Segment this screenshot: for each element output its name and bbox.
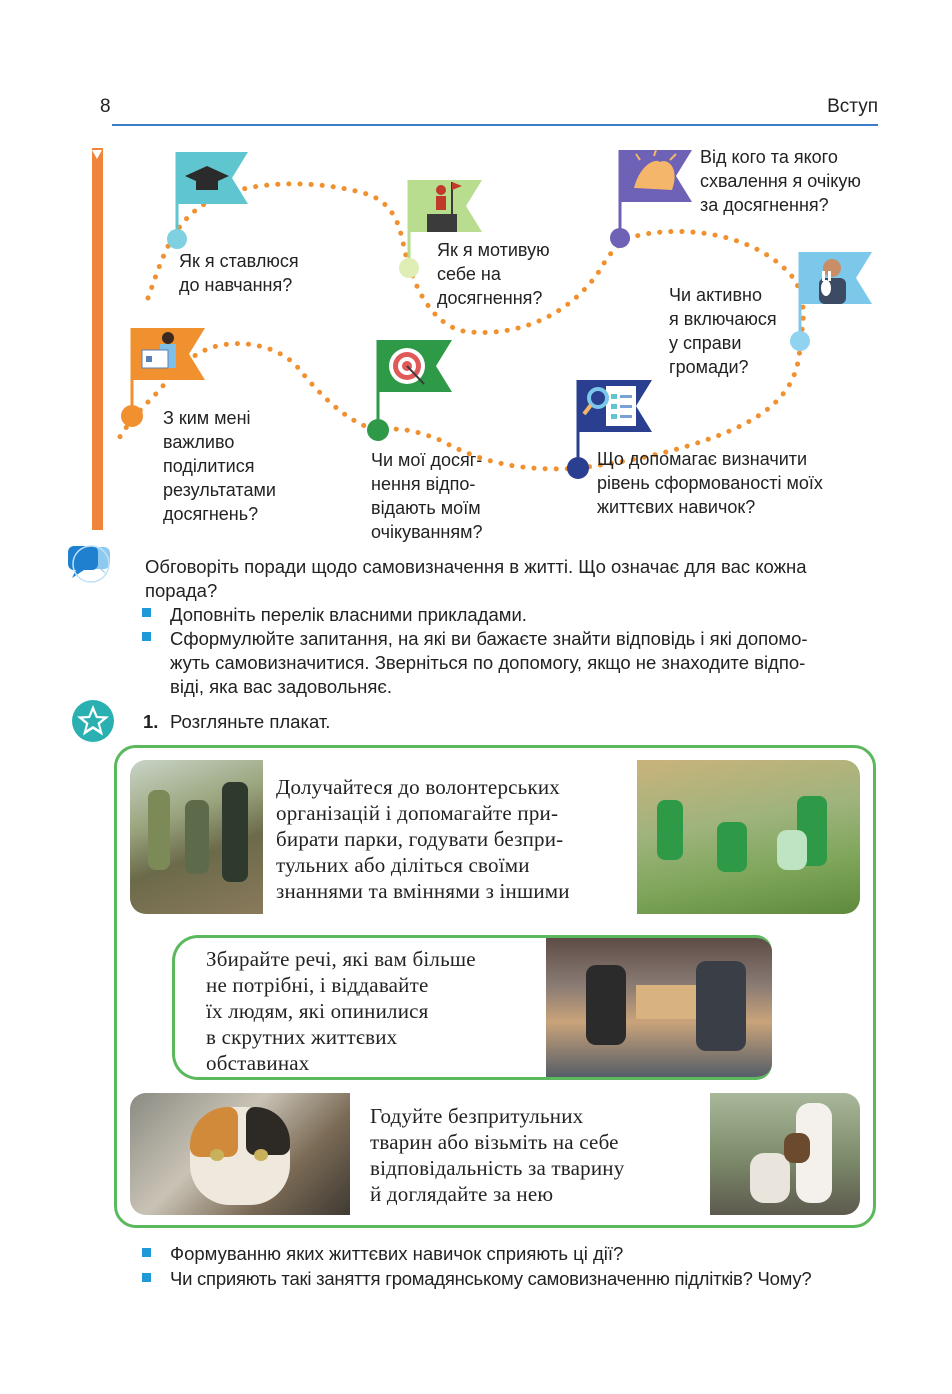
star-task-icon — [69, 697, 117, 745]
photo-girls-with-dog — [710, 1093, 860, 1215]
poster-card-animals — [130, 1093, 860, 1215]
bullet-marker — [142, 1248, 151, 1257]
bullet-marker — [142, 1273, 151, 1282]
bullet-marker — [142, 632, 151, 641]
question-life-skills: Формуванню яких життєвих навичок сприяють ці дії? — [170, 1243, 624, 1264]
discussion-intro: Обговоріть поради щодо самовизначення в житті. Що означає для вас кожна порада? — [145, 556, 807, 601]
question-motivation: Як я мотивую себе на досягнення? — [437, 240, 550, 308]
card-animals-text: Годуйте безпритульних тварин або візьміть на себе відповідальність за тварину й доглядайте за нею — [370, 1104, 625, 1206]
question-approval: Від кого та якого схвалення я очікую за досягнення? — [700, 147, 861, 215]
discussion-bullet-1: Доповніть перелік власними прикладами. — [170, 604, 527, 625]
discussion-bullet-2: Сформулюйте запитання, на які ви бажаєте знайти відповідь і які допомо- жуть самовизначитися. Зверніться по допомогу, якщо не знаходите відпо- віді, яка вас задовольняє. — [170, 628, 808, 697]
question-community: Чи активно я включаюся у справи громади? — [669, 285, 777, 377]
flag-target — [367, 340, 452, 441]
photo-cat — [130, 1093, 350, 1215]
photo-tree-planting — [130, 760, 263, 914]
task-text: Розгляньте плакат. — [170, 711, 331, 732]
question-civic-self-determination: Чи сприяють такі заняття громадянському самовизначенню підлітків? Чому? — [170, 1268, 812, 1289]
card-volunteering-text: Долучайтеся до волонтерських організацій і допомагайте при- бирати парки, годувати безпри- тульних або діліться своїми знаннями та вміннями з іншими — [276, 775, 570, 903]
question-skills-level: Що допомагає визначити рівень сформованості моїх життєвих навичок? — [597, 449, 823, 517]
poster-card-volunteering — [130, 760, 860, 914]
poster-card-donations — [172, 935, 772, 1080]
question-share-results: З ким мені важливо поділитися результатами досягнень? — [163, 408, 276, 524]
card-donations-text: Збирайте речі, які вам більше не потрібні, і віддавайте їх людям, які опинилися в скрутних життєвих обставинах — [206, 947, 476, 1075]
discussion-icon — [66, 544, 116, 586]
page-number: 8 — [100, 96, 111, 117]
section-title: Вступ — [827, 96, 878, 117]
flag-person-with-rabbit — [790, 252, 872, 351]
photo-donating-clothes — [546, 935, 772, 1080]
flag-graduation-cap — [167, 152, 248, 249]
photo-park-cleanup — [637, 760, 860, 914]
bullet-marker — [142, 608, 151, 617]
question-expectations: Чи мої досяг- нення відпо- відають моїм очікуванням? — [371, 450, 483, 542]
question-learning-attitude: Як я ставлюся до навчання? — [179, 251, 299, 295]
task-number: 1. — [143, 711, 159, 732]
